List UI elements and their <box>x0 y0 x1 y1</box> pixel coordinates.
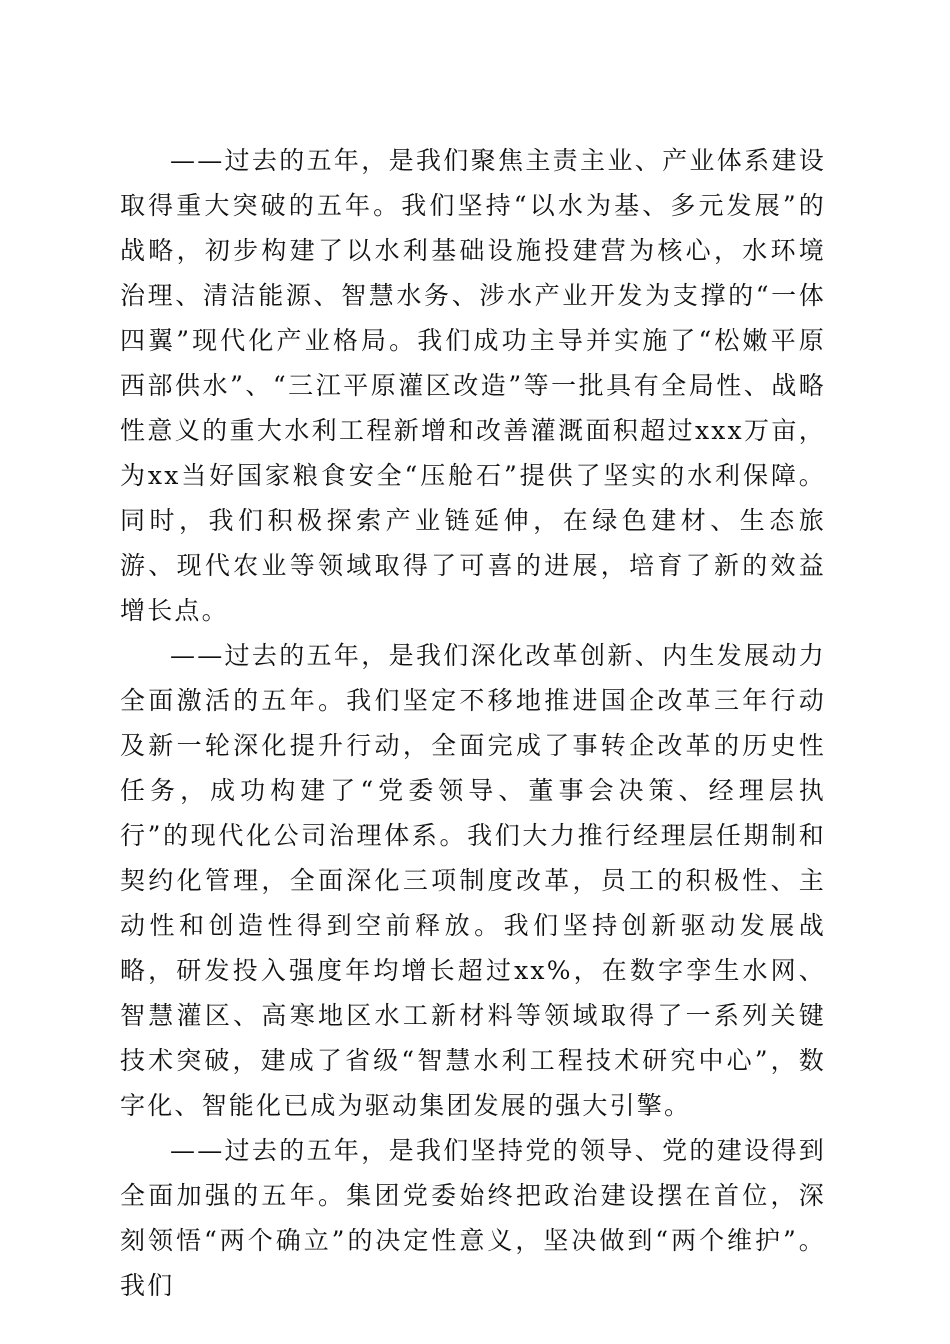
paragraph-reform-innovation: ——过去的五年，是我们深化改革创新、内生发展动力全面激活的五年。我们坚定不移地推进国企改革三年行动及新一轮深化提升行动，全面完成了事转企改革的历史性任务，成功构建了“党委领导、董事会决策、经理层执行”的现代化公司治理体系。我们大力推行经理层任期制和契约化管理，全面深化三项制度改革，员工的积极性、主动性和创造性得到空前释放。我们坚持创新驱动发展战略，研发投入强度年均增长超过xx%，在数字孪生水网、智慧灌区、高寒地区水工新材料等领域取得了一系列关键技术突破，建成了省级“智慧水利工程技术研究中心”，数字化、智能化已成为驱动集团发展的强大引擎。 <box>120 641 826 1120</box>
document-body <box>120 138 826 1308</box>
paragraph-party-building: ——过去的五年，是我们坚持党的领导、党的建设得到全面加强的五年。集团党委始终把政治建设摆在首位，深刻领悟“两个确立”的决定性意义，坚决做到“两个维护”。我们 <box>120 1136 826 1300</box>
paragraph-industry-system: ——过去的五年，是我们聚焦主责主业、产业体系建设取得重大突破的五年。我们坚持“以水为基、多元发展”的战略，初步构建了以水利基础设施投建营为核心，水环境治理、清洁能源、智慧水务、涉水产业开发为支撑的“一体四翼”现代化产业格局。我们成功主导并实施了“松嫩平原西部供水”、“三江平原灌区改造”等一批具有全局性、战略性意义的重大水利工程新增和改善灌溉面积超过xxx万亩，为xx当好国家粮食安全“压舱石”提供了坚实的水利保障。同时，我们积极探索产业链延伸，在绿色建材、生态旅游、现代农业等领域取得了可喜的进展，培育了新的效益增长点。 <box>120 146 826 625</box>
